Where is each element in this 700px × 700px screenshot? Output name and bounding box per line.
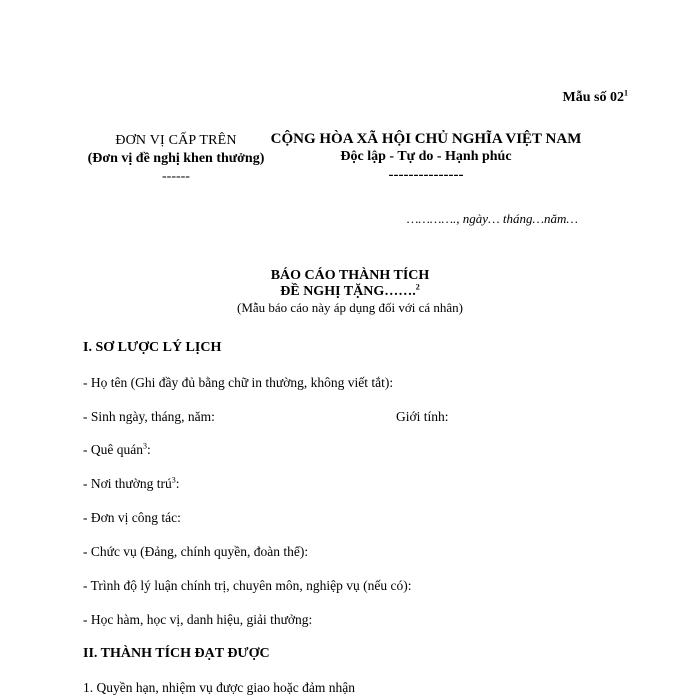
- field-titles-awards: - Học hàm, học vị, danh hiệu, giải thưởng:: [83, 612, 313, 627]
- footnote-ref-1: 1: [624, 88, 628, 98]
- section-heading-biography: I. SƠ LƯỢC LÝ LỊCH: [83, 340, 222, 355]
- footnote-ref-3: 3: [171, 475, 176, 485]
- issuing-unit-header: [86, 132, 266, 186]
- section-heading-achievements: II. THÀNH TÍCH ĐẠT ĐƯỢC: [83, 646, 270, 661]
- superior-unit-label: ĐƠN VỊ CẤP TRÊN: [115, 133, 237, 148]
- footnote-ref-3: 3: [142, 441, 147, 451]
- form-number: Mẫu số $02^1$: [562, 88, 628, 105]
- document-title-block: [150, 268, 550, 316]
- field-qualification: - Trình độ lý luận chính trị, chuyên môn, nghiệp vụ (nếu có):: [83, 578, 412, 593]
- document-scope-note: (Mẫu báo cáo này áp dụng đối với cá nhân): [237, 300, 463, 315]
- unit-divider: ------: [162, 169, 190, 184]
- field-full-name: - Họ tên (Ghi đầy đủ bằng chữ in thường, không viết tắt):: [83, 375, 394, 390]
- national-header: [262, 130, 590, 184]
- date-line: …………., ngày… tháng…năm…: [406, 211, 578, 226]
- field-position: - Chức vụ (Đảng, chính quyền, đoàn thể):: [83, 544, 309, 559]
- field-date-of-birth: - Sinh ngày, tháng, năm:: [83, 409, 215, 424]
- field-gender: Giới tính:: [396, 409, 449, 424]
- document-title: BÁO CÁO THÀNH TÍCH: [270, 268, 430, 283]
- proposing-unit-label: (Đơn vị đề nghị khen thưởng): [87, 151, 265, 166]
- footnote-ref-2: 2: [415, 282, 420, 292]
- item-duties: 1. Quyền hạn, nhiệm vụ được giao hoặc đảm nhận: [83, 680, 356, 695]
- nation-name: CỘNG HÒA XÃ HỘI CHỦ NGHĨA VIỆT NAM: [270, 131, 582, 147]
- field-permanent-residence: - Nơi thường trú$^3$:: [83, 475, 180, 491]
- field-hometown: - Quê quán$^3$:: [83, 441, 151, 457]
- motto-divider: ---------------: [388, 167, 464, 183]
- field-work-unit: - Đơn vị công tác:: [83, 510, 181, 525]
- document-subtitle: ĐỀ NGHỊ TẶNG…….$^2$: [280, 282, 420, 299]
- national-motto: Độc lập - Tự do - Hạnh phúc: [340, 149, 512, 164]
